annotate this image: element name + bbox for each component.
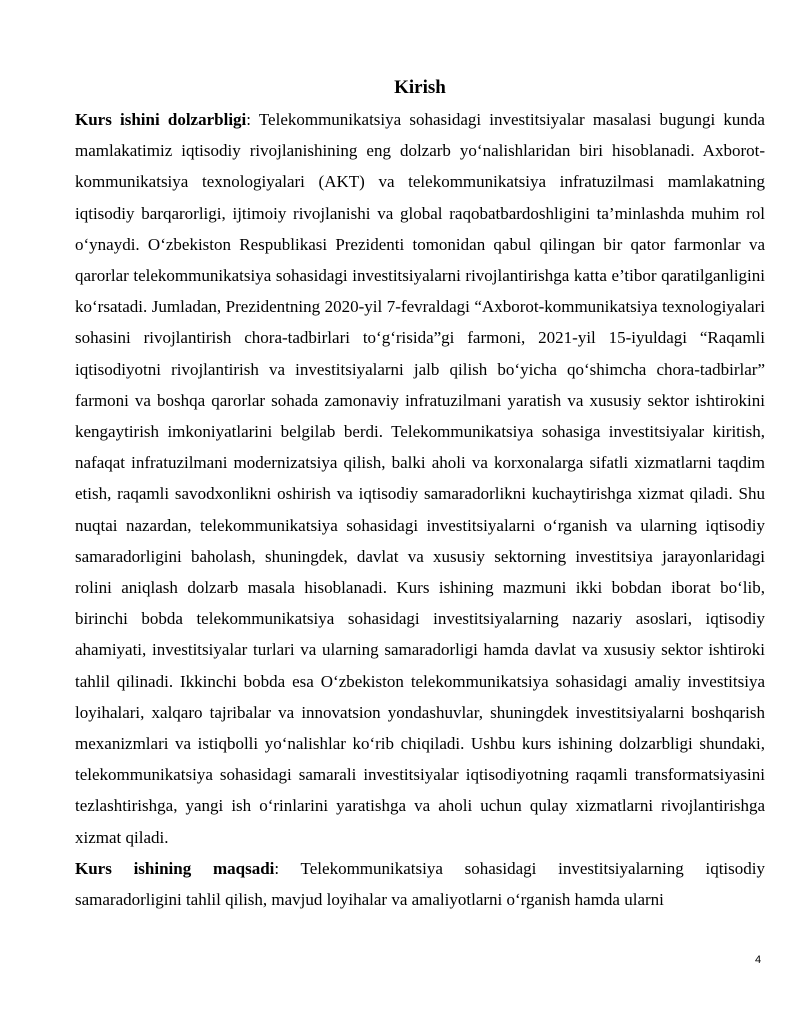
paragraph-lead: Kurs ishini dolzarbligi xyxy=(75,110,247,129)
paragraph-lead: Kurs ishining maqsadi xyxy=(75,858,275,878)
paragraph-goal xyxy=(75,853,765,915)
paragraph-text: : Telekommunikatsiya sohasidagi investitsiyalar masalasi bugungi kunda mamlakatimiz iqtisodiy rivojlanishining eng dolzarb yo‘nalishlaridan biri hisoblanadi. Axborot-kommunikatsiya texnologiyalari (AKT) va telekommunikatsiya infratuzilmasi mamlakatning iqtisodiy barqarorligi, ijtimoiy rivojlanishi va global raqobatbardoshligini ta’minlashda muhim rol o‘ynaydi. O‘zbekiston Respublikasi Prezidenti tomonidan qabul qilingan bir qator farmonlar va qarorlar telekommunikatsiya sohasidagi investitsiyalarni rivojlantirishga katta e’tibor qaratilganligini ko‘rsatadi. Jumladan, Prezidentning 2020-yil 7-fevraldagi “Axborot-kommunikatsiya texnologiyalari sohasini rivojlantirish chora-tadbirlari to‘g‘risida”gi farmoni, 2021-yil 15-iyuldagi “Raqamli iqtisodiyotni rivojlantirish va investitsiyalarni jalb qilish bo‘yicha qo‘shimcha chora-tadbirlar” farmoni va boshqa qarorlar sohada zamonaviy infratuzilmani yaratish va xususiy sektor ishtirokini kengaytirish imkoniyatlarini belgilab berdi. Telekommunikatsiya sohasiga investitsiyalar kiritish, nafaqat infratuzilmani modernizatsiya qilish, balki aholi va korxonalarga sifatli xizmatlarni taqdim etish, raqamli savodxonlikni oshirish va iqtisodiy samaradorlikni kuchaytirishga xizmat qiladi. Shu nuqtai nazardan, telekommunikatsiya sohasidagi investitsiyalarni o‘rganish va ularning iqtisodiy samaradorligini baholash, shuningdek, davlat va xususiy sektorning investitsiya jarayonlaridagi rolini aniqlash dolzarb masala hisoblanadi. Kurs ishining mazmuni ikki bobdan iborat bo‘lib, birinchi bobda telekommunikatsiya sohasidagi investitsiyalarning nazariy asoslari, iqtisodiy ahamiyati, investitsiyalar turlari va ularning samaradorligi hamda davlat va xususiy sektor ishtiroki tahlil qilinadi. Ikkinchi bobda esa O‘zbekiston telekommunikatsiya sohasidagi amaliy investitsiya loyihalari, xalqaro tajribalar va innovatsion yondashuvlar, shuningdek investitsiyalarni boshqarish mexanizmlari va istiqbolli yo‘nalishlar ko‘rib chiqiladi. Ushbu kurs ishining dolzarbligi shundaki, telekommunikatsiya sohasidagi samarali investitsiyalar iqtisodiyotning raqamli transformatsiyasini tezlashtirishga, yangi ish o‘rinlarini yaratishga va aholi uchun qulay xizmatlarni rivojlantirishga xizmat qiladi. xyxy=(75,110,765,847)
page-number: 4 xyxy=(755,954,762,966)
document-title: Kirish xyxy=(394,77,446,98)
paragraph-relevance xyxy=(75,104,765,853)
paragraph-text: : Telekommunikatsiya sohasidagi investitsiyalarning iqtisodiy samaradorligini tahlil qilish, mavjud loyihalar va amaliyotlarni o‘rganish hamda ularni xyxy=(75,858,765,910)
document-page xyxy=(75,72,765,915)
